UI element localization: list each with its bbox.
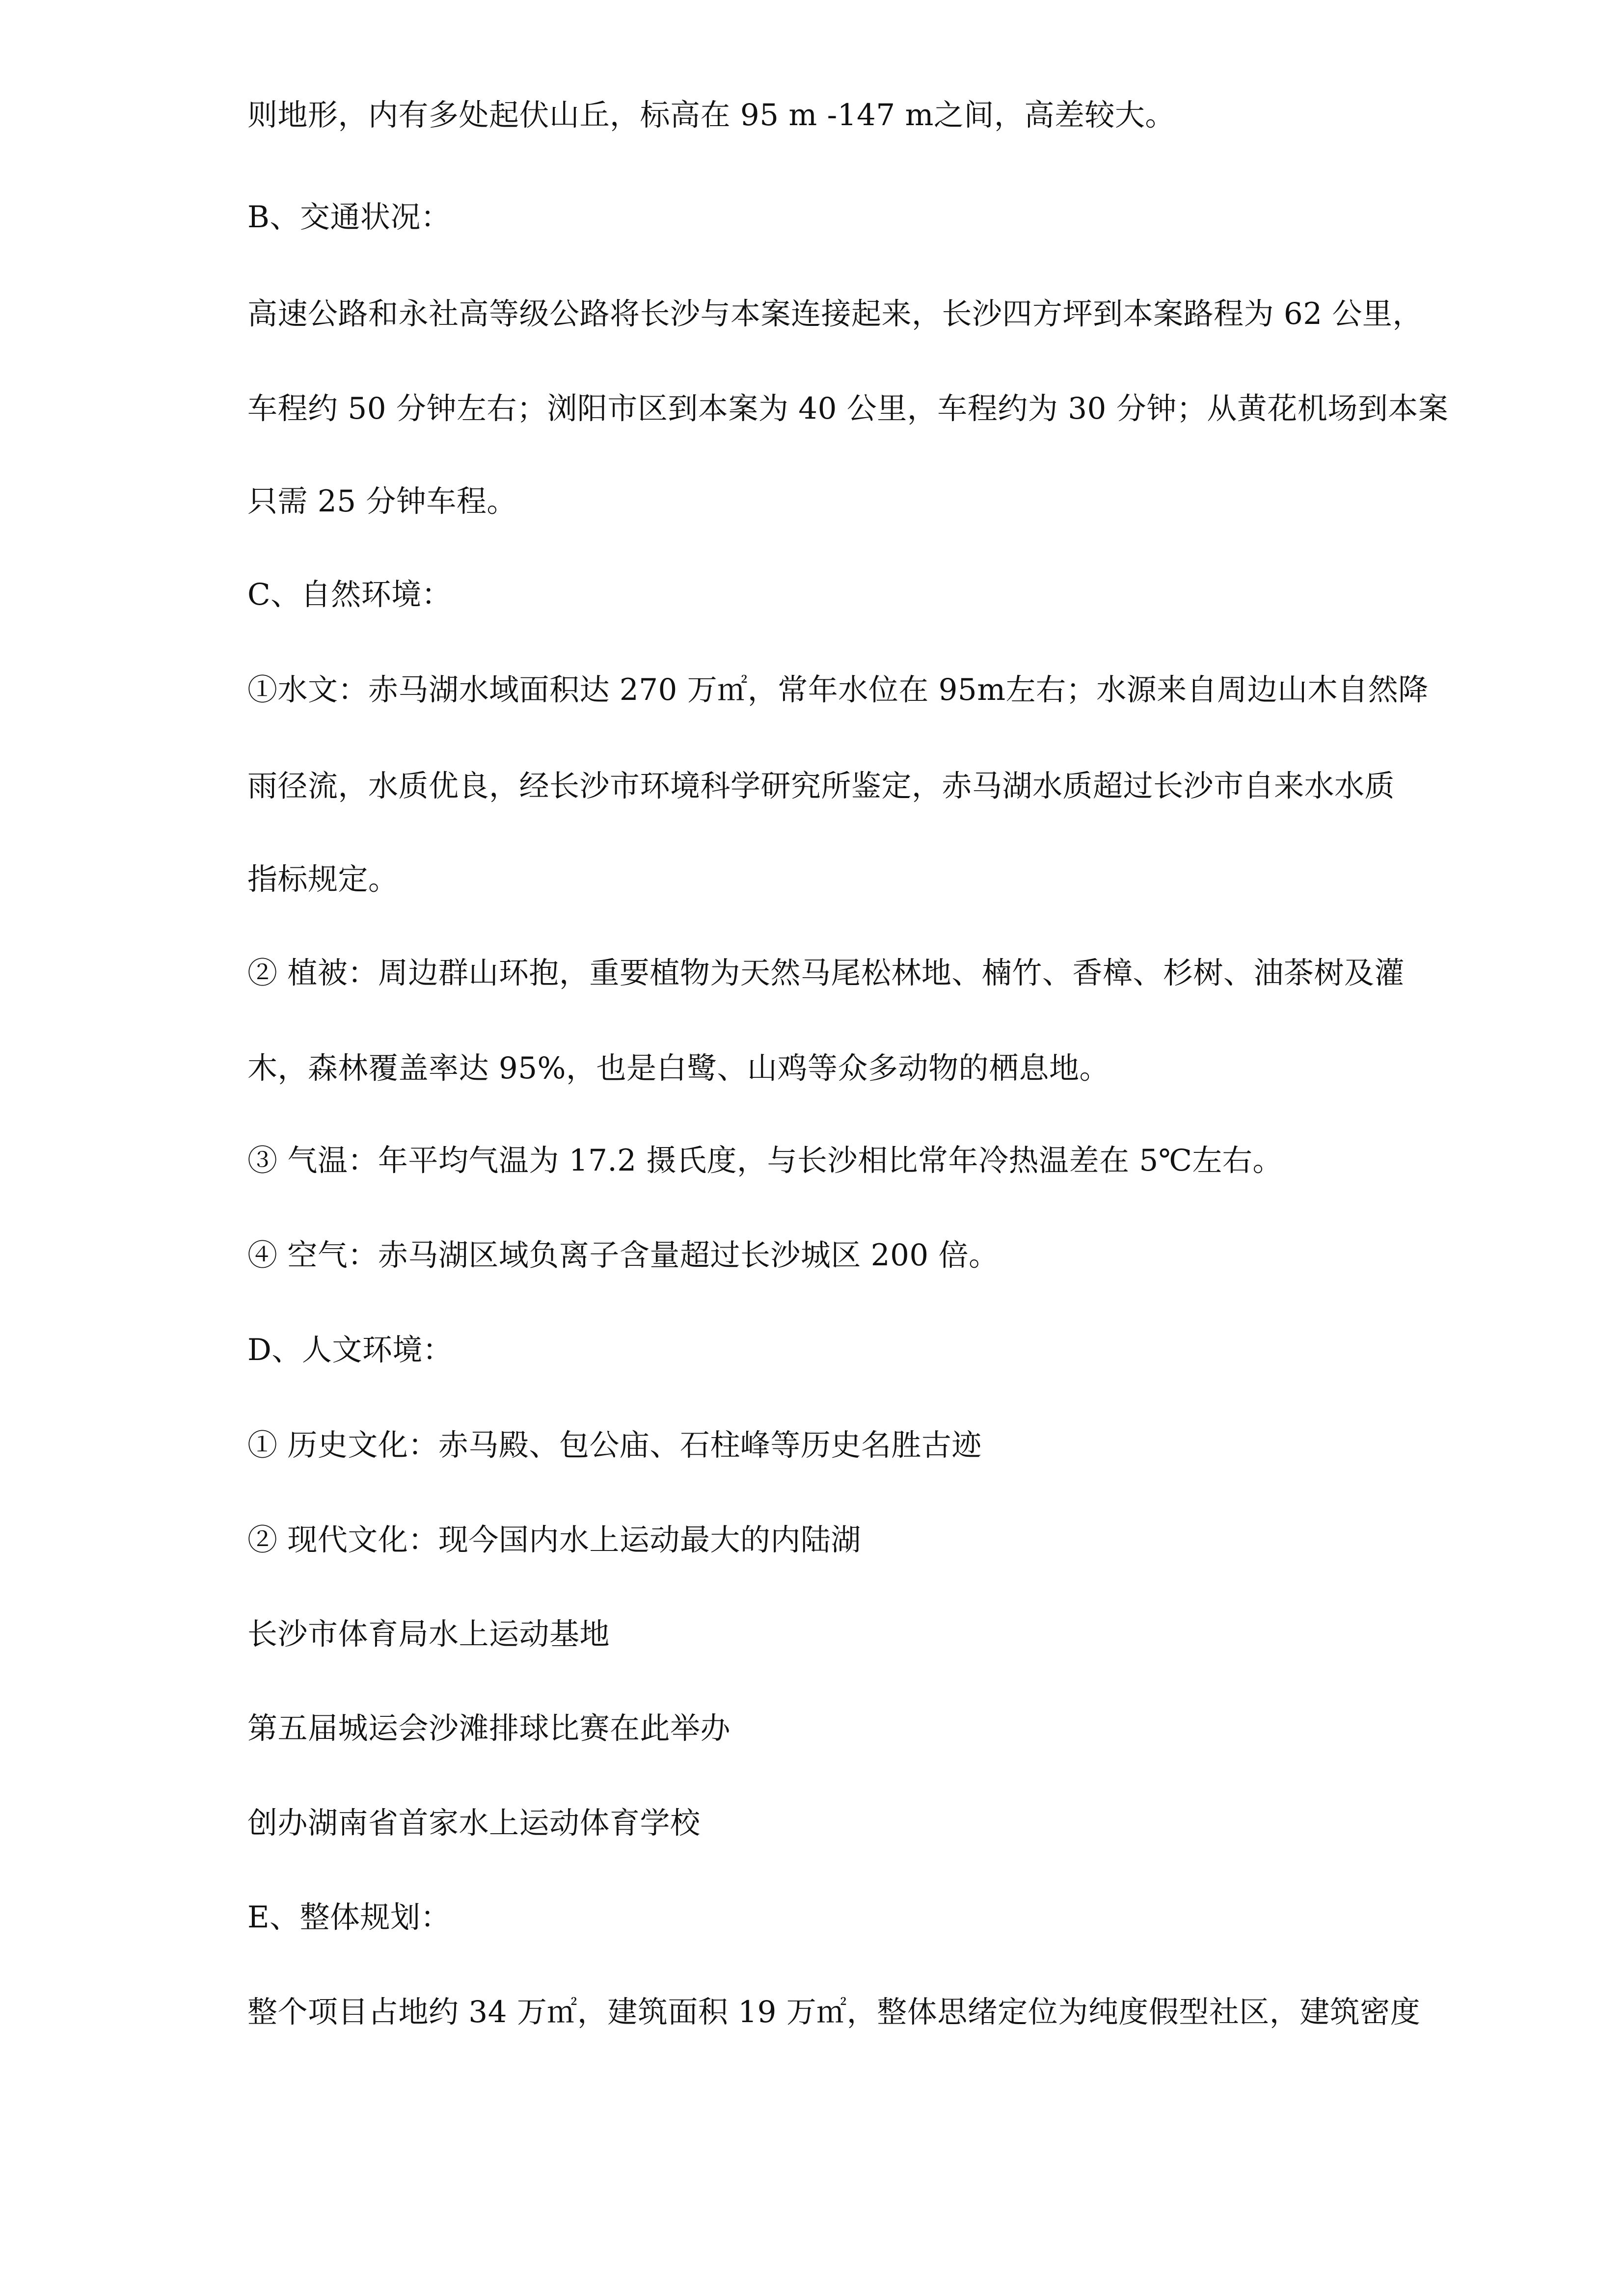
paragraph-line: ④ 空气：赤马湖区域负离子含量超过长沙城区 200 倍。	[247, 1238, 999, 1273]
section-heading-planning: E、整体规划：	[247, 1900, 451, 1935]
paragraph-line: 则地形，内有多处起伏山丘，标高在 95 m -147 m之间，高差较大。	[247, 98, 1175, 133]
paragraph-line: 雨径流，水质优良，经长沙市环境科学研究所鉴定，赤马湖水质超过长沙市自来水水质	[247, 769, 1395, 803]
paragraph-line: 创办湖南省首家水上运动体育学校	[247, 1806, 701, 1841]
paragraph-line: 车程约 50 分钟左右；浏阳市区到本案为 40 公里，车程约为 30 分钟；从黄花机场到本案	[247, 391, 1449, 426]
paragraph-line: ① 历史文化：赤马殿、包公庙、石柱峰等历史名胜古迹	[247, 1428, 982, 1463]
paragraph-line: ② 植被：周边群山环抱，重要植物为天然马尾松林地、楠竹、香樟、杉树、油茶树及灌	[247, 956, 1405, 990]
paragraph-line: 长沙市体育局水上运动基地	[247, 1617, 610, 1652]
paragraph-line: 整个项目占地约 34 万㎡，建筑面积 19 万㎡，整体思绪定位为纯度假型社区，建筑密度	[247, 1995, 1421, 2029]
section-heading-traffic: B、交通状况：	[247, 200, 451, 235]
paragraph-line: 高速公路和永社高等级公路将长沙与本案连接起来，长沙四方坪到本案路程为 62 公里，	[247, 296, 1423, 331]
paragraph-line: ①水文：赤马湖水域面积达 270 万㎡，常年水位在 95m左右；水源来自周边山木自然降	[247, 672, 1429, 707]
paragraph-line: 指标规定。	[247, 862, 399, 897]
paragraph-line: ② 现代文化：现今国内水上运动最大的内陆湖	[247, 1522, 861, 1557]
paragraph-line: ③ 气温：年平均气温为 17.2 摄氏度，与长沙相比常年冷热温差在 5℃左右。	[247, 1143, 1283, 1178]
paragraph-line: 木，森林覆盖率达 95%，也是白鹭、山鸡等众多动物的栖息地。	[247, 1051, 1110, 1086]
paragraph-line: 第五届城运会沙滩排球比赛在此举办	[247, 1711, 731, 1746]
section-heading-nature: C、自然环境：	[247, 577, 452, 612]
section-heading-culture: D、人文环境：	[247, 1333, 453, 1367]
paragraph-line: 只需 25 分钟车程。	[247, 484, 517, 519]
